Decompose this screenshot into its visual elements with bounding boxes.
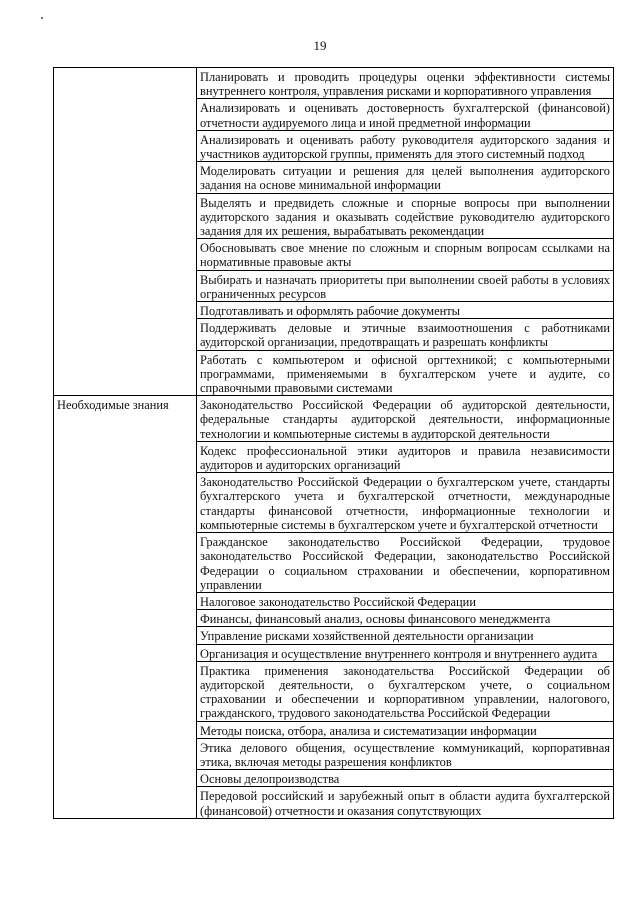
scan-speck [41,17,43,19]
table-cell-item: Законодательство Российской Федерации об аудиторской деятельности, федеральные стандарты аудиторской деятельности, информационные технологии и компьютерные системы в аудиторской деятельности [197,396,614,442]
table-cell-item: Налоговое законодательство Российской Федерации [197,592,614,609]
table-cell-item: Управление рисками хозяйственной деятельности организации [197,627,614,644]
table-row [54,68,614,99]
table-body [54,68,614,819]
table-cell-item: Выбирать и назначать приоритеты при выполнении своей работы в условиях ограниченных ресурсов [197,270,614,301]
table-cell-item: Финансы, финансовый анализ, основы финансового менеджмента [197,610,614,627]
table-cell-item: Выделять и предвидеть сложные и спорные вопросы при выполнении аудиторского задания и оказывать содействие руководителю аудиторского задания для их решения, вырабатывать рекомендации [197,193,614,239]
table-row [54,396,614,442]
table-cell-item: Анализировать и оценивать достоверность бухгалтерской (финансовой) отчетности аудируемого лица и иной предметной информации [197,99,614,130]
table-cell-item: Законодательство Российской Федерации о бухгалтерском учете, стандарты бухгалтерского учета и бухгалтерской отчетности, международные стандарты финансовой отчетности, информационные технологии и компьютерные системы в бухгалтерском учете и бухгалтерской отчетности [197,473,614,533]
table-cell-item: Этика делового общения, осуществление коммуникаций, корпоративная этика, включая методы разрешения конфликтов [197,738,614,769]
competency-table [53,67,614,819]
table-cell-item: Кодекс профессиональной этики аудиторов и правила независимости аудиторов и аудиторских организаций [197,441,614,472]
table-cell-item: Поддерживать деловые и этичные взаимоотношения с работниками аудиторской организации, предотвращать и разрешать конфликты [197,319,614,350]
page-number: 19 [313,38,327,53]
table-cell-item: Обосновывать свое мнение по сложным и спорным вопросам ссылками на нормативные правовые акты [197,239,614,270]
table-cell-item: Планировать и проводить процедуры оценки эффективности системы внутреннего контроля, управления рисками и корпоративного управления [197,68,614,99]
table-cell-item: Основы делопроизводства [197,770,614,787]
table-cell-item: Практика применения законодательства Российской Федерации об аудиторской деятельности, о бухгалтерском учете, о социальном страховании и обеспечении и корпоративном управлении, налогового, гражданского, трудового законодательства Российской Федерации [197,661,614,721]
table-cell-item: Методы поиска, отбора, анализа и систематизации информации [197,721,614,738]
table-cell-item: Моделировать ситуации и решения для целей выполнения аудиторского задания на основе минимальной информации [197,162,614,193]
table-cell-item: Гражданское законодательство Российской Федерации, трудовое законодательство Российской Федерации, законодательство Российской Федерации о социальном страховании и обеспечении, корпоративном управлении [197,533,614,593]
table-cell-item: Работать с компьютером и офисной оргтехникой; с компьютерными программами, применяемыми в бухгалтерском учете и аудите, со справочными правовыми системами [197,350,614,396]
section-title-blank [54,68,197,396]
section-title: Необходимые знания [54,396,197,818]
table-cell-item: Передовой российский и зарубежный опыт в области аудита бухгалтерской (финансовой) отчетности и оказания сопутствующих [197,787,614,818]
table-cell-item: Анализировать и оценивать работу руководителя аудиторского задания и участников аудиторской группы, применять для этого системный подход [197,130,614,161]
table-cell-item: Организация и осуществление внутреннего контроля и внутреннего аудита [197,644,614,661]
table-cell-item: Подготавливать и оформлять рабочие документы [197,302,614,319]
